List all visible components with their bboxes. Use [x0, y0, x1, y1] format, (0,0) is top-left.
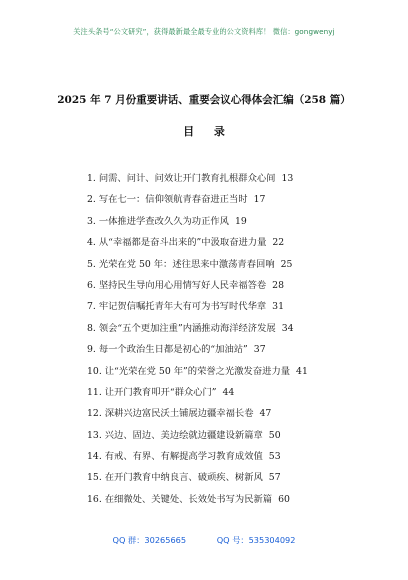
toc-item-text: 6. 坚持民生导向用心用情写好人民幸福答卷: [87, 279, 267, 291]
toc-item-text: 12. 深耕兴边富民沃土铺展边疆幸福长卷: [87, 408, 254, 420]
toc-item[interactable]: [87, 258, 397, 279]
toc-item[interactable]: [87, 493, 397, 514]
toc-item-page: 34: [281, 322, 294, 334]
toc-item-text: 5. 光荣在党 50 年：述往思来中激荡青春回响: [87, 258, 275, 270]
toc-item-text: 10. 让“光荣在党 50 年”的荣誉之光激发奋进力量: [87, 365, 291, 377]
toc-item-page: 28: [272, 279, 285, 291]
toc-item-text: 3. 一体推进学查改久久为功正作风: [87, 215, 229, 227]
toc-item-page: 31: [272, 301, 285, 313]
toc-item-page: 44: [222, 386, 235, 398]
toc-item-text: 14. 有戒、有界、有解提高学习教育成效值: [87, 451, 263, 463]
toc-item-page: 13: [281, 173, 294, 184]
toc-item[interactable]: [87, 279, 397, 300]
toc-item-page: 19: [234, 215, 247, 227]
toc-item-text: 13. 兴边、固边、美边绘就边疆建设新篇章: [87, 429, 263, 441]
toc-heading: 目 录: [183, 125, 233, 138]
toc-item[interactable]: [87, 193, 397, 214]
toc-item[interactable]: [87, 365, 397, 386]
header-note: 关注头条号“公文研究”，获得最新最全最专业的公文资料库！ 微信：gongwenyj: [73, 27, 335, 36]
toc-item-page: 60: [278, 493, 290, 505]
toc-item-page: 25: [280, 258, 293, 270]
toc-item-text: 15. 在开门教育中纳良言、破顽疾、树新风: [87, 472, 263, 484]
document-title: 2025 年 7 月份重要讲话、重要会议心得体会汇编（258 篇）: [57, 94, 351, 106]
toc-item[interactable]: [87, 343, 397, 364]
toc-item[interactable]: [87, 471, 397, 492]
toc-item[interactable]: [87, 386, 397, 407]
toc-item[interactable]: [87, 300, 397, 321]
toc-item[interactable]: [87, 172, 397, 193]
toc-item-text: 4. 从“幸福都是奋斗出来的”中汲取奋进力量: [87, 237, 267, 249]
toc-item-page: 47: [259, 408, 272, 420]
footer-note: [0, 535, 408, 546]
toc-item-text: 7. 牢记贺信嘱托青年大有可为书写时代华章: [87, 301, 267, 313]
toc-item[interactable]: [87, 450, 397, 471]
table-of-contents: [87, 172, 397, 514]
toc-item-page: 22: [272, 237, 285, 249]
toc-item-page: 57: [268, 472, 281, 484]
toc-item-text: 2. 写在七一：信仰领航青春奋进正当时: [87, 194, 248, 206]
toc-item-page: 50: [268, 429, 281, 441]
toc-item-text: 11. 让开门教育叩开“群众心门”: [87, 386, 217, 398]
toc-item-page: 41: [296, 365, 308, 377]
toc-item-text: 8. 领会“五个更加注重”内涵推动海洋经济发展: [87, 322, 276, 334]
toc-item-page: 53: [268, 451, 281, 463]
toc-item[interactable]: [87, 215, 397, 236]
toc-item[interactable]: [87, 236, 397, 257]
footer-qq-group: QQ 群：30265665: [112, 535, 187, 545]
toc-item-page: 37: [253, 344, 266, 356]
toc-item-text: 16. 在细微处、关键处、长效处书写为民新篇: [87, 493, 273, 505]
toc-item-text: 1. 问需、问计、问效让开门教育扎根群众心间: [87, 173, 276, 184]
toc-item-page: 17: [253, 194, 266, 206]
toc-item[interactable]: [87, 429, 397, 450]
footer-qq-number: QQ 号：535304092: [216, 535, 296, 545]
toc-item[interactable]: [87, 322, 397, 343]
toc-item[interactable]: [87, 407, 397, 428]
toc-item-text: 9. 每一个政治生日都是初心的“加油站”: [87, 344, 248, 356]
